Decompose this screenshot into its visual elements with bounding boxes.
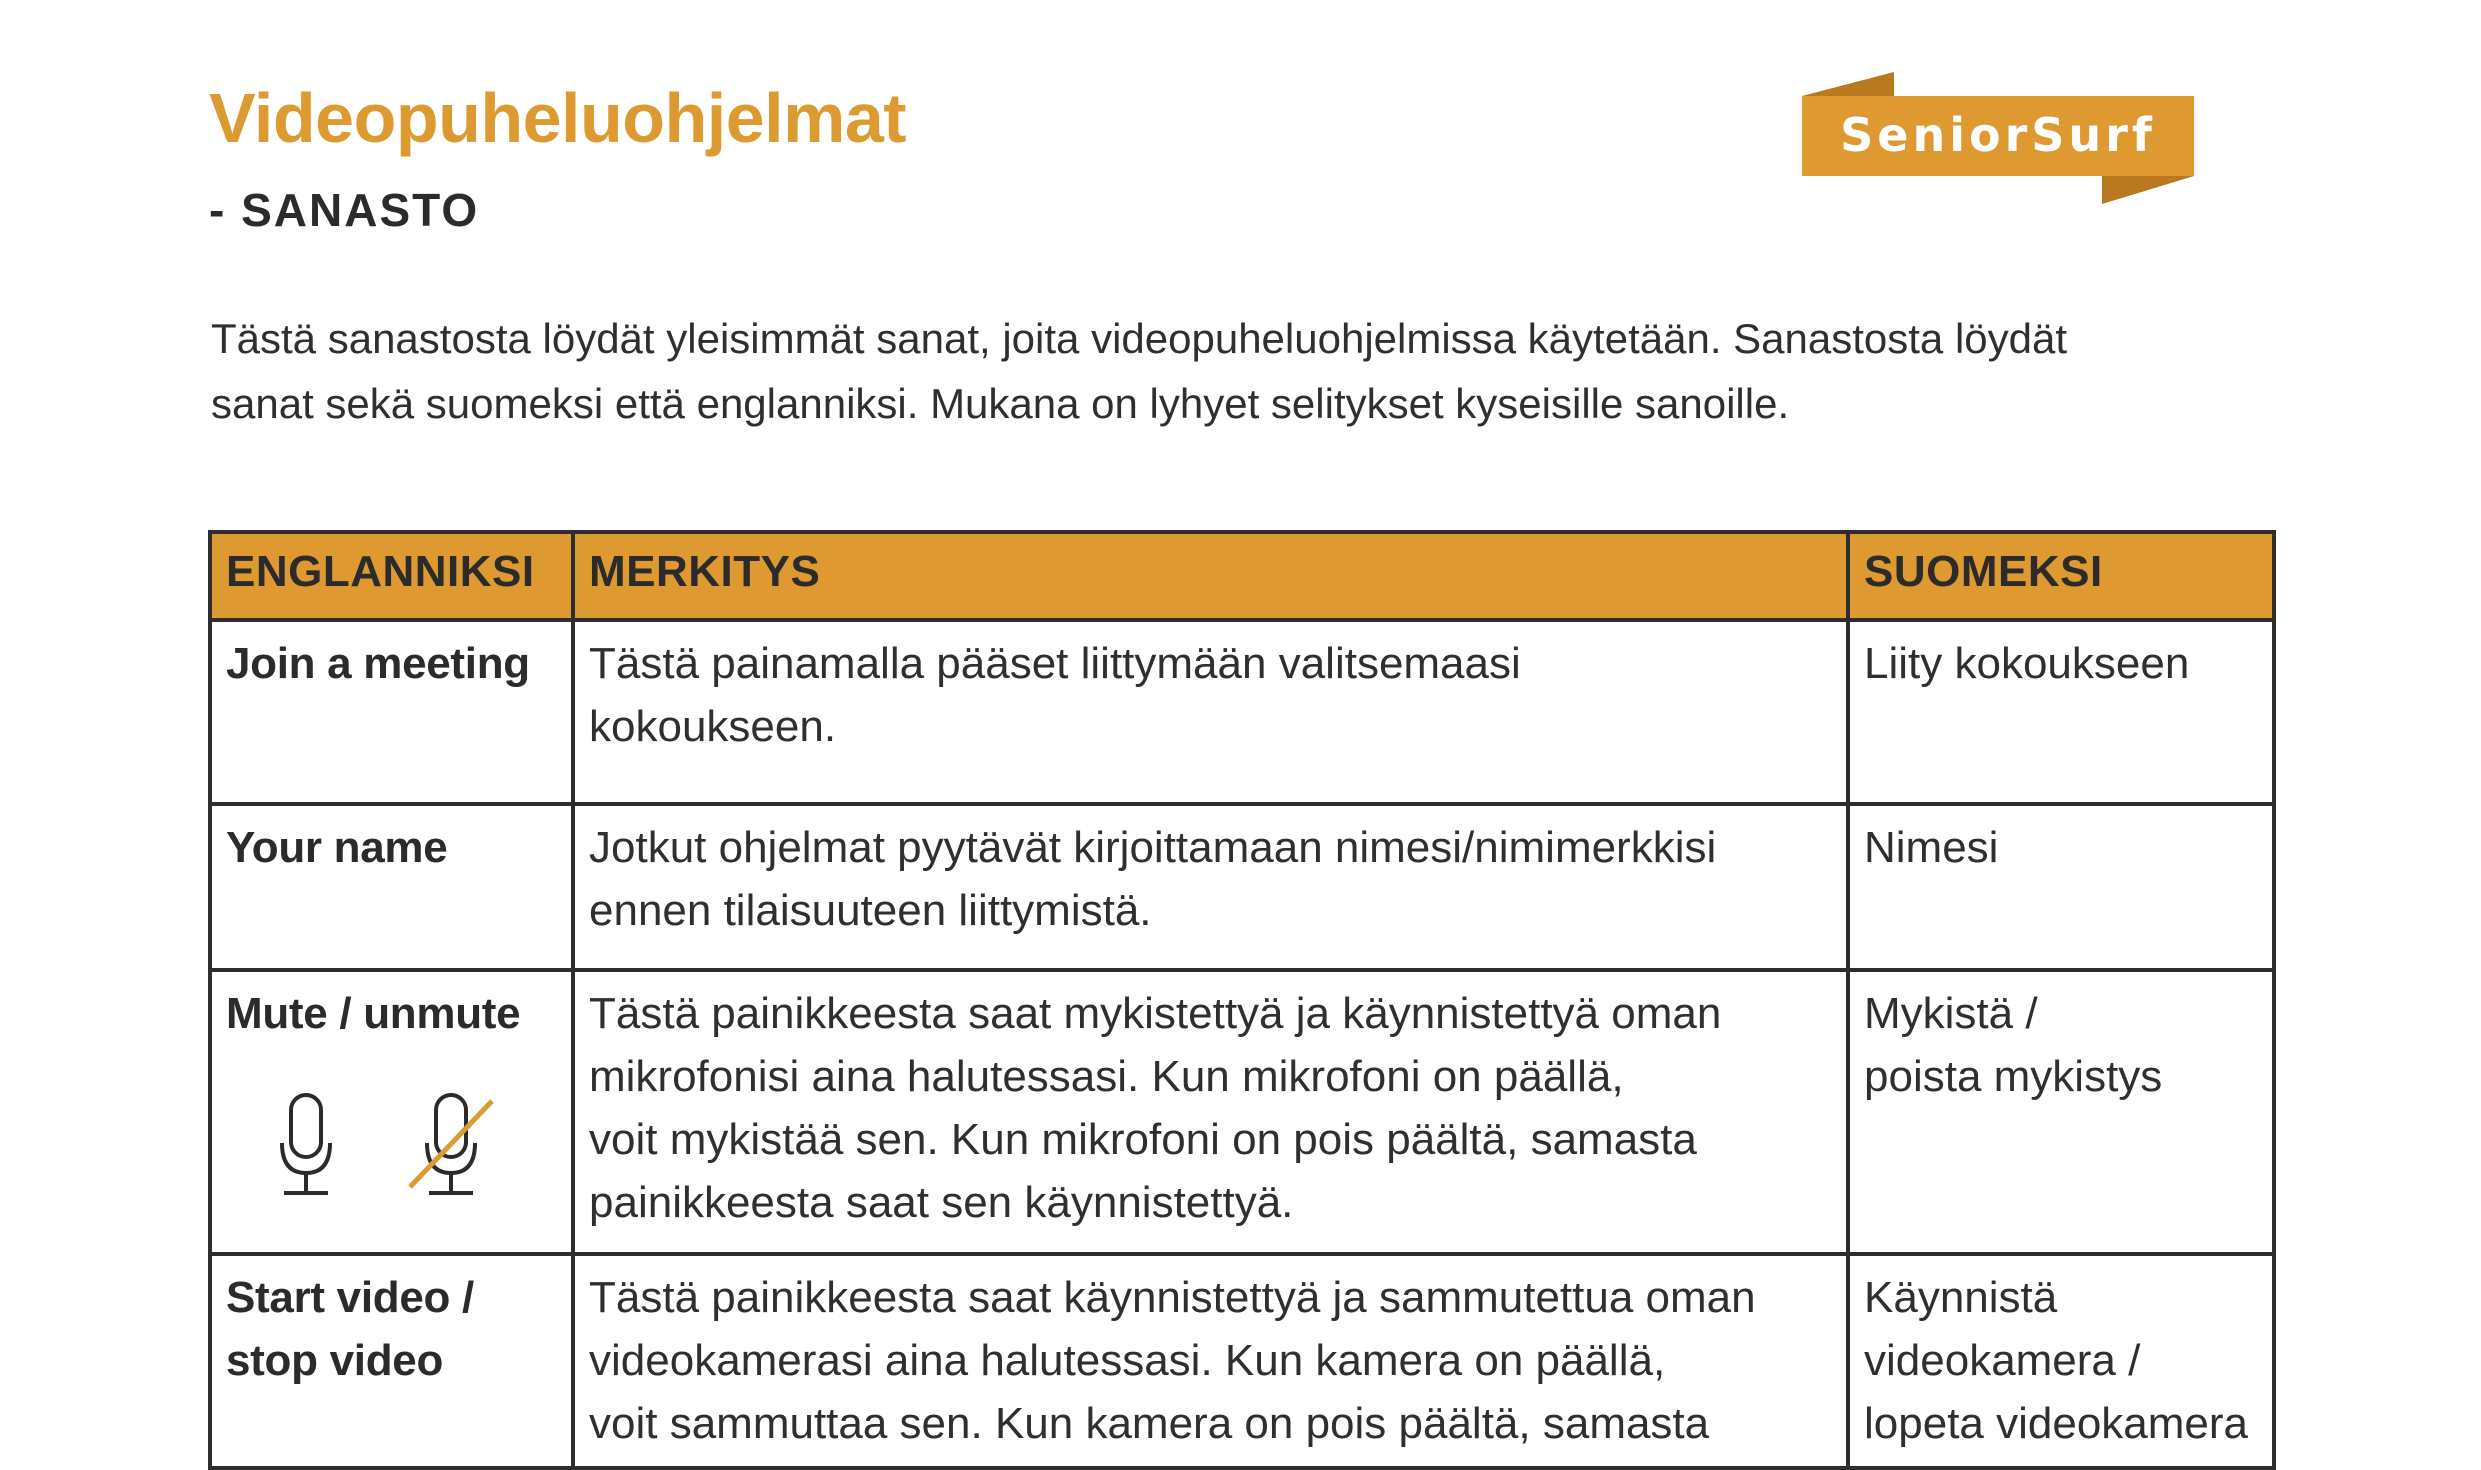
microphone-icon [276,1091,336,1199]
page-subtitle: - SANASTO [209,184,480,236]
table-header-row [210,532,2274,620]
term-finnish: Mykistä / poista mykistys [1848,970,2274,1254]
seniorsurf-logo [1798,72,2198,204]
term-english: Start video / stop video [210,1254,573,1468]
intro-line-2: sanat sekä suomeksi että englanniksi. Mukana on lyhyet selitykset kyseisille sanoille. [211,380,1790,427]
intro-text [211,306,2291,436]
term-english: Mute / unmute [210,970,573,1254]
table-row [210,804,2274,970]
column-header-english: ENGLANNIKSI [210,532,573,620]
term-meaning: Tästä painikkeesta saat käynnistettyä ja sammutettua oman videokamerasi aina halutessasi. Kun kamera on päällä, voit sammuttaa sen. Kun kamera on pois päältä, samasta [573,1254,1848,1468]
term-english: Your name [210,804,573,970]
glossary-table [208,530,2276,1470]
term-english: Join a meeting [210,620,573,804]
term-meaning: Jotkut ohjelmat pyytävät kirjoittamaan nimesi/nimimerkkisi ennen tilaisuuteen liittymistä. [573,804,1848,970]
term-meaning: Tästä painamalla pääset liittymään valitsemaasi kokoukseen. [573,620,1848,804]
column-header-finnish: SUOMEKSI [1848,532,2274,620]
term-finnish: Nimesi [1848,804,2274,970]
logo-text: SeniorSurf [1840,108,2156,162]
intro-line-1: Tästä sanastosta löydät yleisimmät sanat, joita videopuheluohjelmissa käytetään. Sanastosta löydät [211,315,2068,362]
table-row [210,1254,2274,1468]
table-row [210,620,2274,804]
term-finnish: Käynnistä videokamera / lopeta videokamera [1848,1254,2274,1468]
microphone-muted-icon [406,1091,496,1199]
page-title: Videopuheluohjelmat [209,79,907,157]
term-finnish: Liity kokoukseen [1848,620,2274,804]
table-row [210,970,2274,1254]
column-header-meaning: MERKITYS [573,532,1848,620]
mic-icons [276,1091,557,1199]
term-meaning: Tästä painikkeesta saat mykistettyä ja käynnistettyä oman mikrofonisi aina halutessasi. Kun mikrofoni on päällä, voit mykistää sen. Kun mikrofoni on pois päältä, samasta painikkeesta saat sen käynnistettyä. [573,970,1848,1254]
